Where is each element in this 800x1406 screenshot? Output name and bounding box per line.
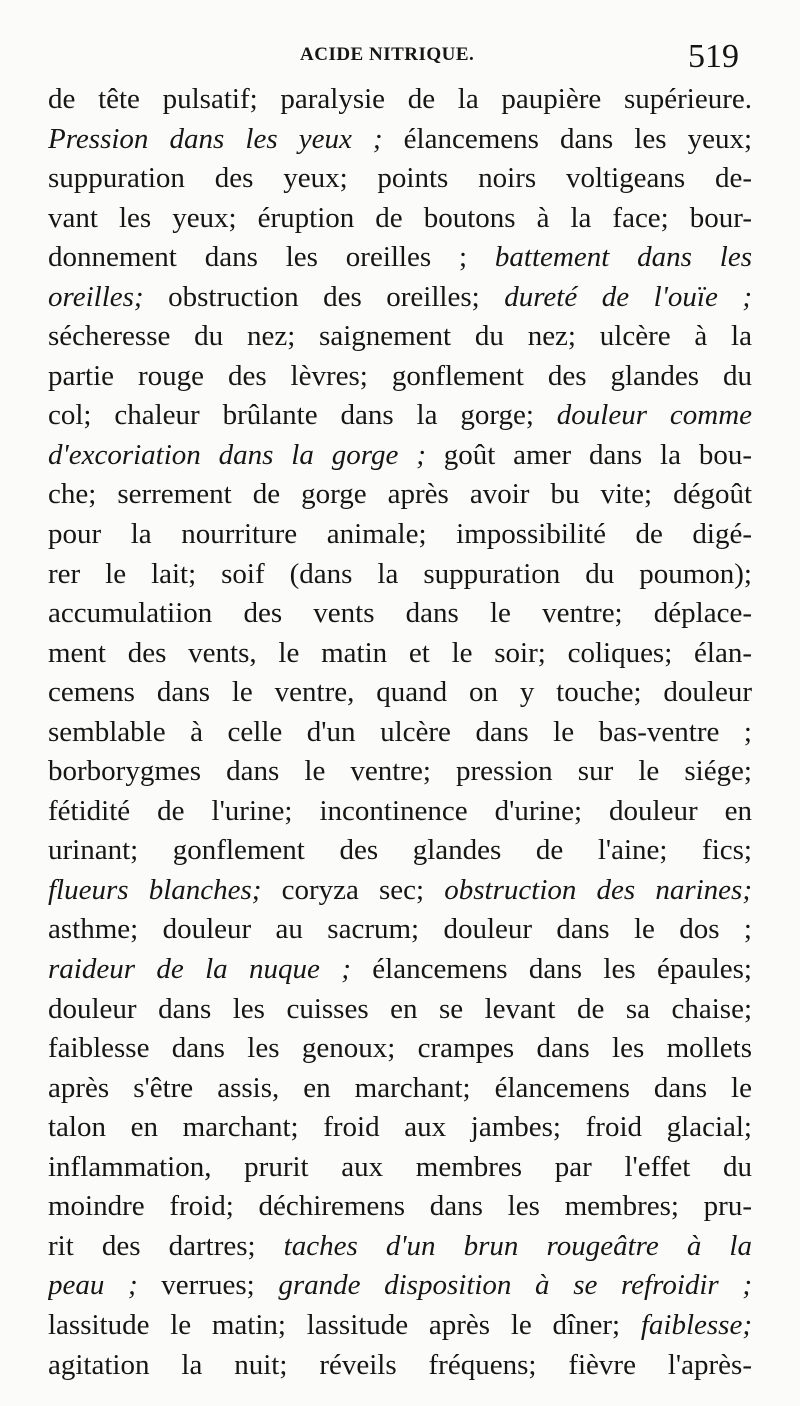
italic-phrase: grande disposition à se refroidir ; xyxy=(278,1269,752,1302)
text-segment: donnement dans les oreilles ; xyxy=(48,241,495,274)
text-segment: faiblesse dans les genoux; crampes dans les mollets xyxy=(48,1032,752,1065)
page-number: 519 xyxy=(688,38,739,75)
text-segment: accumulatiion des vents dans le ventre; déplace- xyxy=(48,597,752,630)
text-line xyxy=(48,475,752,515)
italic-phrase: flueurs blanches; xyxy=(48,873,262,906)
text-line xyxy=(48,1227,752,1267)
text-line xyxy=(48,317,752,357)
page-header xyxy=(0,38,800,82)
italic-phrase: Pression dans les yeux ; xyxy=(48,122,383,155)
text-line xyxy=(48,1108,752,1148)
text-line xyxy=(48,831,752,871)
text-segment: col; chaleur brûlante dans la gorge; xyxy=(48,399,557,432)
text-line xyxy=(48,396,752,436)
text-segment: agitation la nuit; réveils fréquens; fièvre l'après- xyxy=(48,1348,752,1381)
italic-phrase: raideur de la nuque ; xyxy=(48,953,351,986)
text-segment: après s'être assis, en marchant; élancemens dans le xyxy=(48,1071,752,1104)
text-line xyxy=(48,871,752,911)
italic-phrase: oreilles; xyxy=(48,280,144,313)
text-segment: sécheresse du nez; saignement du nez; ulcère à la xyxy=(48,320,752,353)
running-head: ACIDE NITRIQUE. xyxy=(300,44,475,65)
text-line xyxy=(48,555,752,595)
text-segment: pour la nourriture animale; impossibilité de digé- xyxy=(48,518,752,551)
text-segment: rer le lait; soif (dans la suppuration du poumon); xyxy=(48,557,752,590)
italic-phrase: taches d'un brun rougeâtre à la xyxy=(283,1229,752,1262)
text-line xyxy=(48,515,752,555)
text-line xyxy=(48,120,752,160)
text-line xyxy=(48,950,752,990)
italic-phrase: d'excoriation dans la gorge ; xyxy=(48,438,426,471)
italic-phrase: obstruction des narines; xyxy=(444,873,752,906)
text-line xyxy=(48,594,752,634)
text-segment: che; serrement de gorge après avoir bu vite; dégoût xyxy=(48,478,752,511)
text-segment: moindre froid; déchiremens dans les membres; pru- xyxy=(48,1190,752,1223)
text-segment: de tête pulsatif; paralysie de la paupière supérieure. xyxy=(48,83,752,115)
text-line xyxy=(48,1069,752,1109)
text-line xyxy=(48,1029,752,1069)
text-line xyxy=(48,1148,752,1188)
italic-phrase: faiblesse; xyxy=(640,1308,752,1341)
text-line xyxy=(48,436,752,476)
text-segment: rit des dartres; xyxy=(48,1229,284,1262)
text-segment: inflammation, prurit aux membres par l'effet du xyxy=(48,1150,752,1183)
text-segment: élancemens dans les yeux; xyxy=(382,122,752,155)
text-line xyxy=(48,752,752,792)
italic-phrase: dureté de l'ouïe ; xyxy=(504,280,752,313)
text-line xyxy=(48,1306,752,1346)
text-line xyxy=(48,1346,752,1386)
italic-phrase: douleur comme xyxy=(556,399,752,432)
text-line xyxy=(48,713,752,753)
text-segment: talon en marchant; froid aux jambes; froid glacial; xyxy=(48,1111,752,1144)
text-line xyxy=(48,357,752,397)
text-segment: goût amer dans la bou- xyxy=(425,438,752,471)
text-segment: vant les yeux; éruption de boutons à la face; bour- xyxy=(48,201,752,234)
text-segment: douleur dans les cuisses en se levant de sa chaise; xyxy=(48,992,752,1025)
text-line xyxy=(48,238,752,278)
text-line xyxy=(48,199,752,239)
text-segment: cemens dans le ventre, quand on y touche; douleur xyxy=(48,676,752,709)
text-line xyxy=(48,1266,752,1306)
text-segment: borborygmes dans le ventre; pression sur le siége; xyxy=(48,755,752,788)
italic-phrase: battement dans les xyxy=(494,241,752,274)
text-segment: asthme; douleur au sacrum; douleur dans le dos ; xyxy=(48,913,752,946)
text-line xyxy=(48,1187,752,1227)
text-segment: ment des vents, le matin et le soir; coliques; élan- xyxy=(48,636,752,669)
text-segment: verrues; xyxy=(137,1269,279,1302)
text-line xyxy=(48,80,752,120)
text-line xyxy=(48,634,752,674)
text-segment: partie rouge des lèvres; gonflement des glandes du xyxy=(48,359,752,392)
text-segment: coryza sec; xyxy=(261,873,445,906)
body-text xyxy=(48,80,752,1385)
text-line xyxy=(48,673,752,713)
italic-phrase: peau ; xyxy=(48,1269,138,1302)
text-line xyxy=(48,910,752,950)
text-segment: fétidité de l'urine; incontinence d'urine; douleur en xyxy=(48,794,752,827)
text-segment: élancemens dans les épaules; xyxy=(350,953,752,986)
text-segment: suppuration des yeux; points noirs voltigeans de- xyxy=(48,162,752,195)
text-segment: obstruction des oreilles; xyxy=(143,280,505,313)
text-segment: semblable à celle d'un ulcère dans le bas-ventre ; xyxy=(48,715,752,748)
text-line xyxy=(48,990,752,1030)
text-line xyxy=(48,159,752,199)
text-segment: urinant; gonflement des glandes de l'aine; fics; xyxy=(48,834,752,867)
text-line xyxy=(48,278,752,318)
text-line xyxy=(48,792,752,832)
text-segment: lassitude le matin; lassitude après le dîner; xyxy=(48,1308,641,1341)
